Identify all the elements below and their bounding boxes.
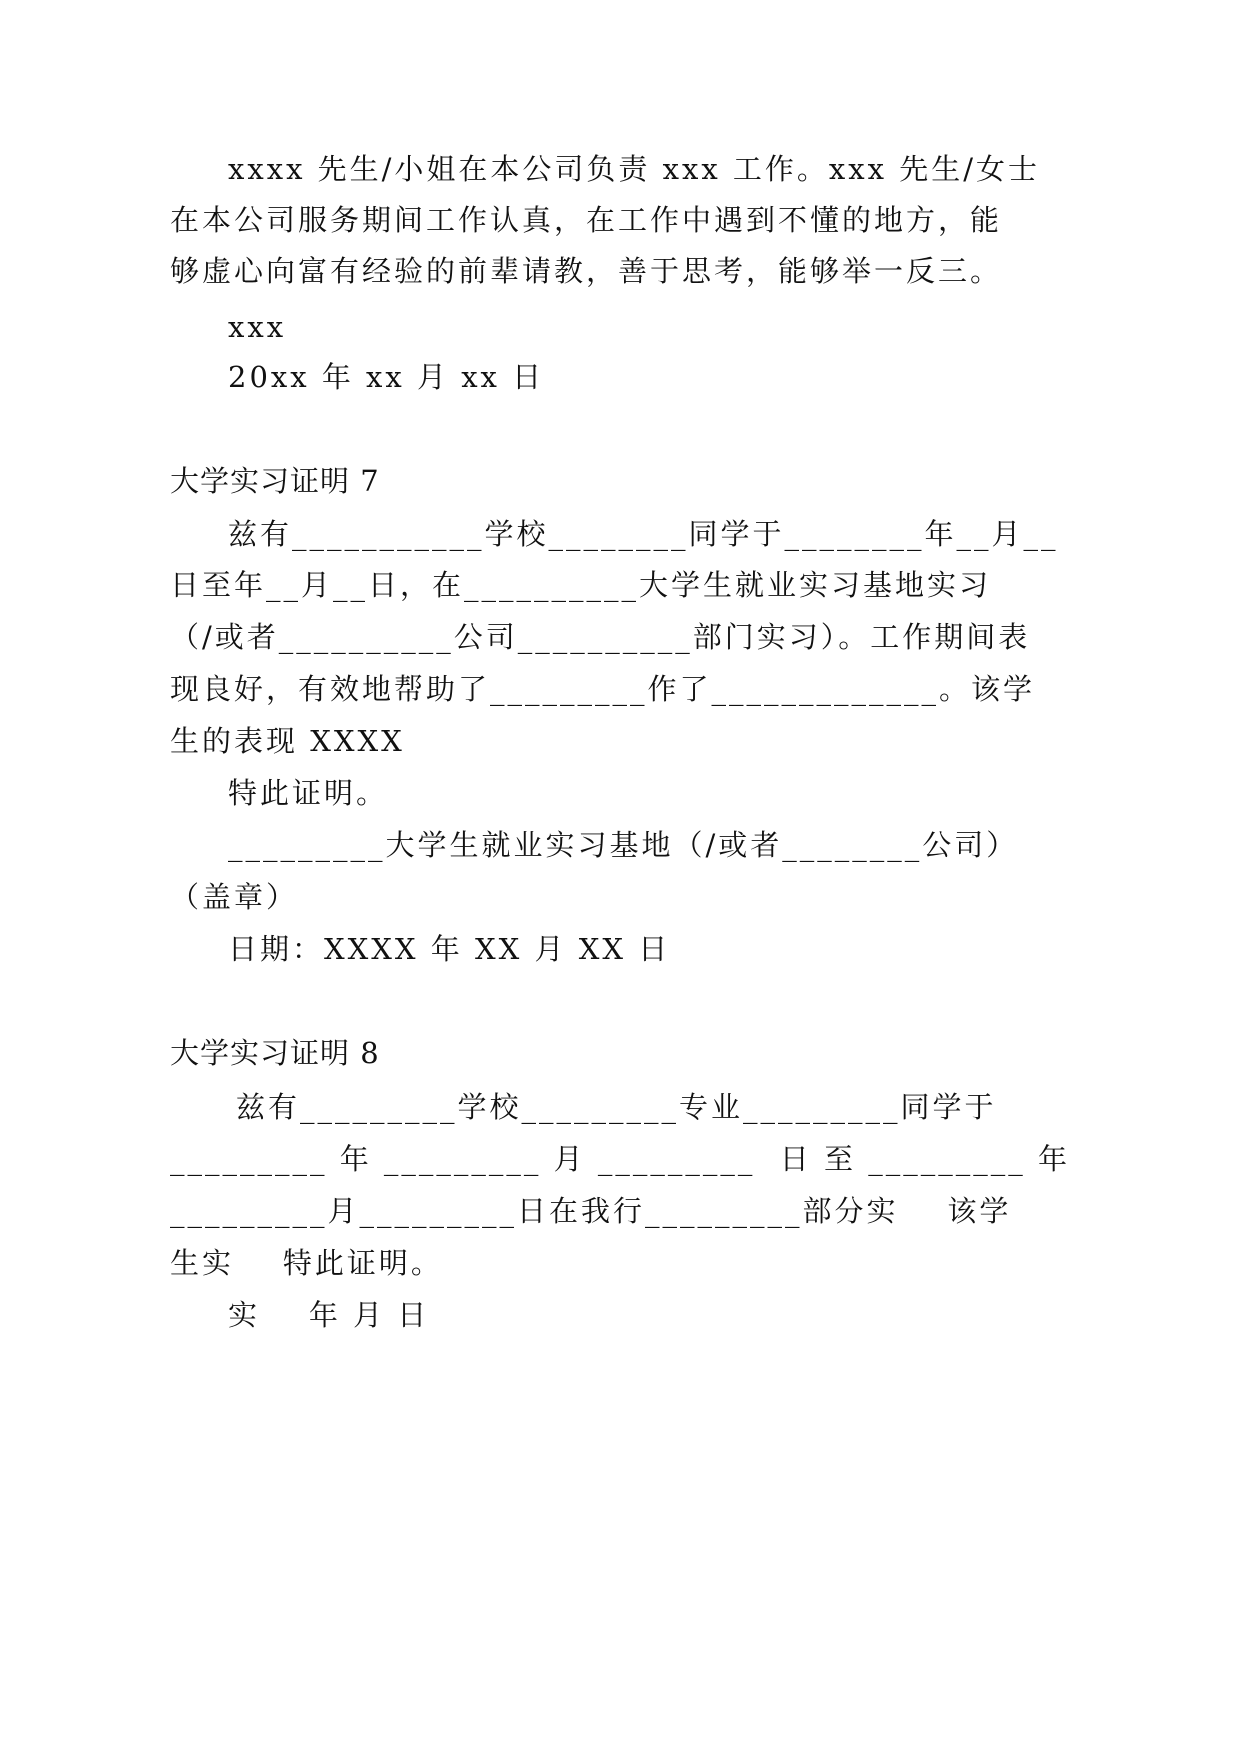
intro-paragraph-line-3: 够虚心向富有经验的前辈请教，善于思考，能够举一反三。 [170, 254, 1003, 288]
section-8-body-line-3: _________月_________日在我行_________部分实 该学 [170, 1194, 1012, 1228]
intro-paragraph-line-2: 在本公司服务期间工作认真，在工作中遇到不懂的地方，能 [170, 203, 1003, 237]
intro-paragraph-line-1: xxxx 先生/小姐在本公司负责 xxx 工作。xxx 先生/女士 [228, 152, 1040, 186]
section-7-body-line-3: （/或者__________公司__________部门实习）。工作期间表 [170, 620, 1031, 654]
section-8-body-line-4: 生实 特此证明。 [170, 1246, 443, 1280]
section-7-closing: 特此证明。 [228, 776, 389, 810]
section-7-title: 大学实习证明 7 [170, 464, 380, 498]
section-7-body-line-5: 生的表现 XXXX [170, 724, 405, 758]
section-7-seal: （盖章） [170, 880, 299, 914]
section-8-body-line-1: 兹有_________学校_________专业_________同学于 [236, 1090, 997, 1124]
section-8-title: 大学实习证明 8 [170, 1036, 380, 1070]
section-7-org-line: _________大学生就业实习基地（/或者________公司） [228, 828, 1019, 862]
section-7-body-line-2: 日至年__月__日，在__________大学生就业实习基地实习 [170, 568, 992, 602]
section-7-date: 日期：XXXX 年 XX 月 XX 日 [228, 932, 671, 966]
section-7-body-line-4: 现良好，有效地帮助了_________作了_____________。该学 [170, 672, 1036, 706]
section-8-body-line-2: _________ 年 _________ 月 _________ 日 至 _________ 年 [170, 1142, 1070, 1176]
intro-date: 20xx 年 xx 月 xx 日 [228, 360, 545, 394]
section-8-footer: 实 年 月 日 [228, 1298, 430, 1332]
section-7-body-line-1: 兹有___________学校________同学于________年__月__ [228, 517, 1059, 551]
intro-signer: xxx [228, 310, 287, 344]
